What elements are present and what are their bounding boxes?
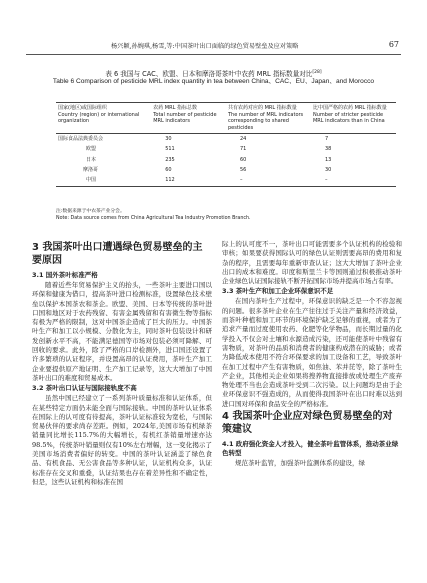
header-stricter-text: 比中国严格的农药 MRL 指标数量 Number of stricter pesticide MRL indicators than in China [312, 105, 387, 124]
table-cell: 30 [324, 167, 332, 174]
table-cell: 欧盟 [86, 146, 97, 153]
table-caption-ref: [28] [312, 69, 322, 75]
header-total [151, 103, 226, 134]
table-caption-cn [26, 68, 401, 78]
table-cell: – [226, 176, 311, 187]
table-row [56, 144, 396, 154]
body-paragraph: 随着近些年贸易保护主义的抬头，一些茶叶主要进口国以环保和健康为借口，提高茶叶进口检测标准，设置绿色技术壁垒以保护本国茶农和茶企。欧盟、美国、日本等传统的茶叶进口国和地区对于农药残留、有害金属残留和有害微生物等指标有极为严格的限制，这对中国茶企造成了巨大的压力。中国茶叶生产和加工以小规模、分散化为主，同时茶叶包装设计和研发创新水平不高，不能满足德国等市场对包装必须可降解、可回收的要求。此外，除了严格的口岸检测外，进口国还设置了许多繁琐的认证程序，并设置高昂的认证费用，茶叶生产加工企业要提供原产地证明、生产加工记录等，这大大增加了中国茶叶出口的难度和贸易成本。 [32, 281, 212, 382]
table-cell: 60 [165, 167, 172, 174]
header-shared-text: 共有农药对应的 MRL 指标数量 The number of MRL indicators corresponding to shared pesticides [227, 105, 304, 131]
table-notes [56, 208, 251, 223]
table-cell: 日本 [86, 156, 97, 163]
header-country [56, 103, 151, 134]
left-column [32, 240, 212, 487]
section-heading: 3 我国茶叶出口遭遇绿色贸易壁垒的主要原因 [32, 242, 203, 266]
body-paragraph: 际上的认可度不一，茶叶出口可能需要多个认证机构的检验和审核；如果要获得国际认可的绿色认证则需要高昂的费用和复杂的程序，且需要每年重新审查认证；这大大增加了茶叶企业出口的成本和难度。印度和斯里兰卡等国则通过积极推动茶叶企业绿色认证国际接轨不断开拓国际市场并提高市场占有率。 [222, 240, 402, 286]
page-number: 67 [388, 40, 399, 49]
table-header-row [56, 103, 396, 134]
table-cell: 24 [239, 135, 247, 142]
header-shared [226, 103, 311, 134]
table-caption-en: Table 6 Comparison of pesticide MRL index quantity in tea between China、CAC、EU、Japan、and Morocco [52, 78, 375, 85]
table-cell: 中国 [56, 176, 151, 187]
body-paragraph: 在国内茶叶生产过程中，环保意识的缺乏是一个不容忽视的问题。很多茶叶企业在生产往往过于关注产量和经济效益，而茶叶种植和加工环节的环境保护缺乏足够的重视，或者为了追求产量而过度使用农药、化肥等化学物品，而长期过量的化学投入不仅会对土壤和水源造成污染，还可能使茶叶中残留有害物质，对茶叶的品质和消费者的健康构成潜在的威胁；或者为降低成本使用不符合环保要求的加工设备和工艺，导致茶叶在加工过程中产生有害物质，如焦油、苯并芘等，除了茶叶生产企业，其他相关企业如果将搜养物直接排放或处理生产废弃物处理不当也会造成茶叶受到二次污染。以上问题均是由于企业环保意识不强造成的，从而使得我国茶叶在出口时难以达到进口国对环保和食品安全的严格标准。 [222, 297, 402, 408]
table-cell: 摩洛哥 [83, 167, 99, 174]
table-row [56, 165, 396, 175]
subsection-heading: 4.1 政府强化资金人才投入，健全茶叶监管体系，推动茶业绿色转型 [222, 440, 399, 458]
table-cell: 38 [324, 146, 332, 153]
subsection-heading: 3.2 茶叶出口认证与国际接轨度不高 [32, 384, 137, 393]
table-note-en: Note: Data source comes from China Agricultural Tea Industry Promotion Branch. [56, 216, 251, 222]
body-paragraph: 规范茶叶监管，加强茶叶监测体系的建设，绿 [235, 459, 365, 468]
body-paragraph: 虽然中国已经建立了一系列茶叶质量标准和认证体系，但在某些特定方面仍未能全面与国际接轨。中国的茶叶认证体系在国际上的认可度有待提高，茶叶认证标准较为宽松，与国际贸易伙伴的要求尚存差距。例如，2024年,美国市场有机绿茶销量同比增长115.7%的大幅增长，有机红茶销量增速亦达98.5%，传统茶叶销量则仅有10%左右增幅，这一变化揭示了美国市场消费者偏好的转变。中国的茶叶认证涵盖了绿色食品、有机食品、无公害食品等多种认证，认证机构众多，认证标准存在交叉和重叠，认证结果也存在着差异性和不确定性，但是，这些认证机构和标准在国 [32, 394, 212, 486]
table-cell: 7 [324, 135, 329, 142]
table-cell: 13 [324, 156, 332, 163]
table-cell: 511 [165, 146, 175, 153]
table-cell: 71 [239, 146, 247, 153]
section-heading: 4 我国茶叶企业应对绿色贸易壁垒的对策建议 [222, 411, 393, 436]
running-header [26, 40, 401, 55]
table-cell: 30 [165, 135, 172, 142]
subsection-heading: 3.3 茶叶生产和加工企业环保意识不足 [222, 287, 334, 296]
header-stricter [311, 103, 396, 134]
table-caption-cn-text: 表 6 我国与 CAC、欧盟、日本和摩洛哥茶叶中农药 MRL 指标数量对比 [105, 70, 313, 78]
table-cell: 235 [165, 156, 175, 163]
table-row [56, 155, 396, 165]
table-row [56, 176, 396, 187]
running-title: 杨兴颖,孙婉琪,杨雪,等:中国茶叶出口面临的绿色贸易壁垒及应对策略 [111, 43, 299, 50]
right-column [222, 240, 402, 468]
table-cell: 国际食品法典委员会 [58, 135, 104, 142]
table-row [56, 134, 396, 145]
subsection-heading: 3.1 国外茶叶标准严格 [32, 271, 98, 279]
mrl-comparison-table [56, 102, 396, 187]
header-country-text: 国家(地区)或国际组织 Country (region) or international organization [58, 105, 140, 124]
table-note-cn: 注:数据来源于中农茶产业分会。 [56, 209, 125, 214]
table-cell: 112 [151, 176, 226, 187]
header-total-text: 农药 MRL 指标总数 Total number of pesticide MRL indicators [153, 105, 217, 124]
table-cell: – [311, 176, 396, 187]
table-cell: 56 [239, 167, 247, 174]
table-cell: 60 [239, 156, 247, 163]
